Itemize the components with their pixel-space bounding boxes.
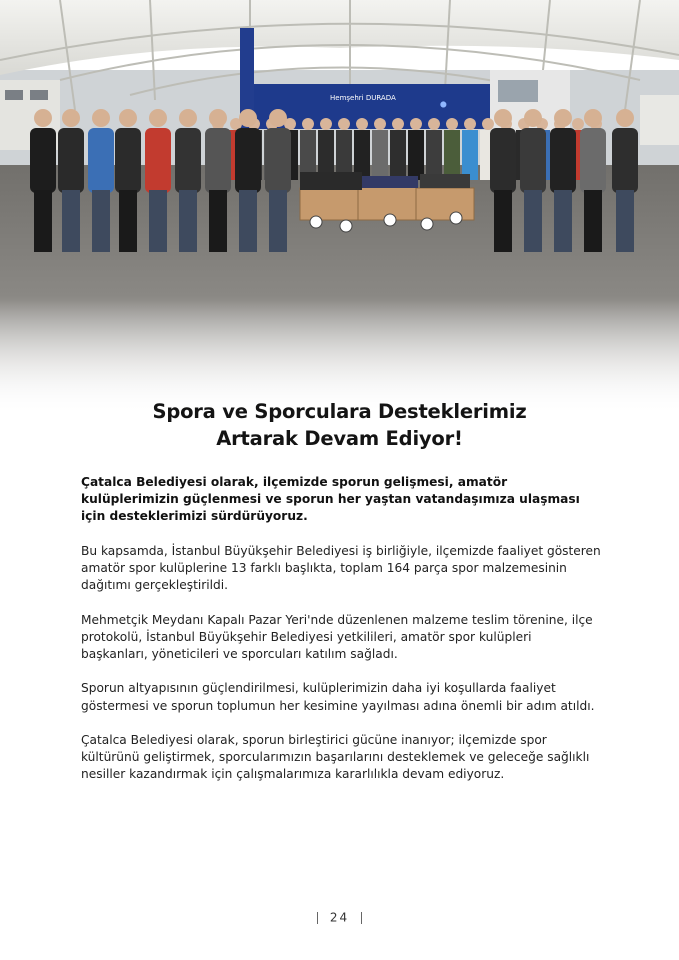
person-head <box>446 118 458 130</box>
page-number: 24 <box>329 910 350 925</box>
person-body <box>175 128 201 193</box>
person-head <box>616 109 634 127</box>
person-legs <box>239 190 257 252</box>
person-legs <box>34 190 52 252</box>
person-legs <box>269 190 287 252</box>
svg-text:⬤: ⬤ <box>440 101 447 108</box>
person-body <box>205 128 231 193</box>
person-head <box>374 118 386 130</box>
person-head <box>239 109 257 127</box>
person-head <box>410 118 422 130</box>
person-legs <box>584 190 602 252</box>
person-head <box>34 109 52 127</box>
person-body <box>612 128 638 193</box>
person-legs <box>554 190 572 252</box>
person-head <box>392 118 404 130</box>
body-paragraph: Bu kapsamda, İstanbul Büyükşehir Belediyesi iş birliğiyle, ilçemizde faaliyet gösteren amatör spor kulüplerine 13 farklı başlıkta, toplam 164 parça spor malzemesinin dağıtımı gerçekleştirildi. <box>81 543 601 593</box>
person-back <box>372 130 388 180</box>
person-legs <box>149 190 167 252</box>
article-body <box>81 474 601 801</box>
person-legs <box>179 190 197 252</box>
person-head <box>92 109 110 127</box>
person-back <box>390 130 406 180</box>
person-head <box>524 109 542 127</box>
person-body <box>580 128 606 193</box>
person-head <box>584 109 602 127</box>
person-back <box>444 130 460 180</box>
page-footer <box>0 910 679 925</box>
person-legs <box>119 190 137 252</box>
person-head <box>269 109 287 127</box>
person-legs <box>494 190 512 252</box>
body-paragraph: Çatalca Belediyesi olarak, sporun birleştirici gücüne inanıyor; ilçemizde spor kültürünü geliştirmek, sporcularımızın başarılarını desteklemek ve geleceğe sağlıklı nesiller kazandırmak için çalışmalarımıza kararlılıkla devam ediyoruz. <box>81 732 590 782</box>
person-legs <box>209 190 227 252</box>
person-head <box>494 109 512 127</box>
person-body <box>520 128 546 193</box>
body-paragraph: Mehmetçik Meydanı Kapalı Pazar Yeri'nde düzenlenen malzeme teslim törenine, ilçe protokolü, İstanbul Büyükşehir Belediyesi yetkilileri, amatör spor kulüpleri başkanları, yöneticileri ve sporcuları katılım sağladı. <box>81 612 593 661</box>
person-back <box>462 130 478 180</box>
person-head <box>320 118 332 130</box>
footer-divider-left <box>317 912 318 924</box>
person-legs <box>524 190 542 252</box>
footer-divider-right <box>361 912 362 924</box>
article-title <box>0 398 679 452</box>
person-head <box>119 109 137 127</box>
person-head <box>302 118 314 130</box>
person-back <box>408 130 424 180</box>
person-body <box>30 128 56 193</box>
title-line-2: Artarak Devam Ediyor! <box>216 427 463 450</box>
person-body <box>115 128 141 193</box>
person-head <box>572 118 584 130</box>
group-photo-illustration <box>0 0 679 415</box>
person-head <box>179 109 197 127</box>
person-head <box>356 118 368 130</box>
person-legs <box>92 190 110 252</box>
title-line-1: Spora ve Sporculara Desteklerimiz <box>152 400 527 423</box>
person-body <box>490 128 516 193</box>
person-head <box>62 109 80 127</box>
hero-photo <box>0 0 679 415</box>
person-head <box>209 109 227 127</box>
person-body <box>550 128 576 193</box>
person-head <box>464 118 476 130</box>
person-back <box>426 130 442 180</box>
person-body <box>265 128 291 193</box>
person-head <box>338 118 350 130</box>
person-body <box>88 128 114 193</box>
person-body <box>235 128 261 193</box>
person-head <box>482 118 494 130</box>
person-legs <box>616 190 634 252</box>
person-head <box>428 118 440 130</box>
lead-paragraph: Çatalca Belediyesi olarak, ilçemizde sporun gelişmesi, amatör kulüplerimizin güçlenmesi ve sporun her yaştan vatandaşımıza ulaşması için desteklerimizi sürdürüyoruz. <box>81 475 580 524</box>
person-legs <box>62 190 80 252</box>
body-paragraph: Sporun altyapısının güçlendirilmesi, kulüplerimizin daha iyi koşullarda faaliyet göstermesi ve sporun toplumun her kesimine yayılması adına önemli bir adım atıldı. <box>81 681 595 713</box>
person-head <box>554 109 572 127</box>
banner-small-text: Hemşehri DURADA <box>330 94 396 102</box>
person-head <box>149 109 167 127</box>
person-body <box>58 128 84 193</box>
person-body <box>145 128 171 193</box>
